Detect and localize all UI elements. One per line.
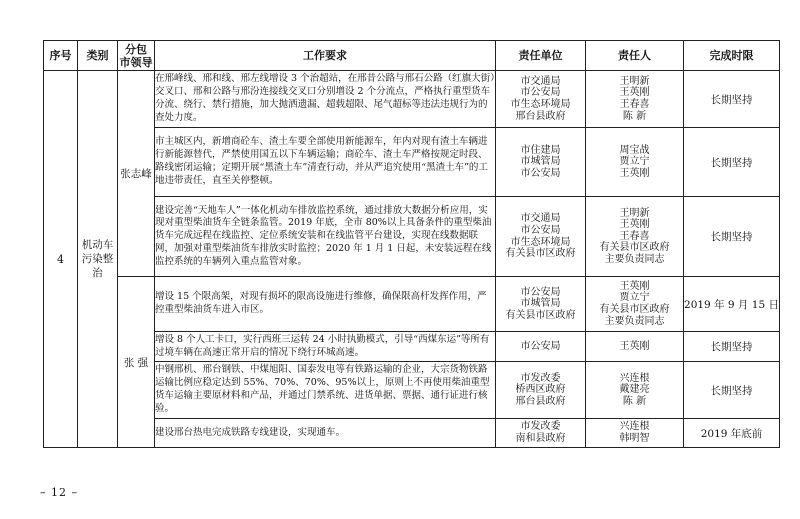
- person-cell: [586, 277, 684, 332]
- task-table: [43, 40, 780, 448]
- category-line2: 污染整: [81, 253, 114, 265]
- header-unit: 责任单位: [496, 41, 586, 71]
- seq-cell: 4: [44, 71, 78, 448]
- requirement-cell: 中钢邢机、邢台钢铁、中煤旭阳、国泰发电等有铁路运输的企业，大宗货物铁路运输比例应稳定达到 55%、70%、70%、95%以上，原则上不再使用柴油重型货车运输主要原材料和产品，并通过门禁系统、进货单据、票据、通行证进行核验。: [155, 362, 496, 419]
- unit-line: 市生态环境局: [510, 99, 571, 110]
- person-cell: [586, 332, 684, 362]
- requirement-cell: 市主城区内，新增商砼车、渣土车要全部使用新能源车，年内对现有渣土车辆进行新能源替代，严禁使用国五以下车辆运输；商砼车、渣土车严格按规定时段、路线密闭运输；定期开展“黑渣土车”清查行动，并从严追究使用“黑渣土车”的工地违带责任，直至关停整顿。: [155, 128, 496, 197]
- person-line: 贾立宁: [619, 292, 650, 304]
- deadline-cell: 2019 年底前: [684, 419, 780, 448]
- unit-line: 市生态环境局: [510, 236, 571, 248]
- deadline-cell: 长期坚持: [684, 332, 780, 362]
- header-leader-line2: 市领导: [119, 55, 153, 69]
- unit-line: 市发改委: [520, 372, 561, 384]
- header-requirement: 工作要求: [155, 41, 496, 71]
- person-line: 王春喜: [619, 230, 650, 242]
- unit-line: 市公安局: [520, 167, 561, 179]
- person-line: 王英刚: [619, 87, 650, 99]
- person-line: 王英刚: [619, 167, 650, 179]
- person-line: 陈 新: [622, 110, 647, 122]
- unit-line: 市城管局: [520, 156, 561, 168]
- table-row: [44, 277, 780, 332]
- person-line: 王英刚: [619, 340, 650, 352]
- unit-line: 市公安局: [520, 340, 561, 352]
- category-line3: 治: [92, 267, 103, 279]
- unit-line: 市住建局: [520, 144, 561, 156]
- person-line: 贾立宁: [619, 156, 650, 168]
- header-person: 责任人: [586, 41, 684, 71]
- unit-cell: [496, 332, 586, 362]
- header-seq: 序号: [44, 41, 78, 71]
- table-header-row: [44, 41, 780, 71]
- header-leader: [118, 41, 155, 71]
- table-row: [44, 332, 780, 362]
- person-line: 周宝战: [619, 144, 650, 156]
- person-line: 戴建亮: [619, 384, 650, 396]
- person-cell: [586, 71, 684, 128]
- deadline-cell: 长期坚持: [684, 197, 780, 277]
- table-row: [44, 362, 780, 419]
- person-cell: [586, 362, 684, 419]
- person-line: 王明新: [619, 207, 650, 219]
- page-number: – 12 –: [40, 486, 78, 499]
- unit-line: 市发改委: [520, 421, 561, 433]
- unit-cell: [496, 71, 586, 128]
- unit-cell: [496, 128, 586, 197]
- deadline-cell: 长期坚持: [684, 128, 780, 197]
- leader-cell: 张 强: [118, 277, 155, 448]
- header-deadline: 完成时限: [684, 41, 780, 71]
- requirement-cell: 增设 15 个限高架，对现有损坏的限高设施进行维修，确保限高杆发挥作用，严控重型柴油货车进入市区。: [155, 277, 496, 332]
- unit-line: 南和县政府: [515, 433, 566, 444]
- unit-line: 市公安局: [520, 87, 561, 99]
- deadline-cell: 长期坚持: [684, 362, 780, 419]
- person-line: 陈 新: [622, 395, 647, 407]
- person-line: 王春喜: [619, 99, 650, 110]
- unit-cell: [496, 197, 586, 277]
- unit-line: 有关县市区政府: [505, 248, 576, 260]
- unit-line: 市交通局: [520, 213, 561, 225]
- person-cell: [586, 128, 684, 197]
- unit-cell: [496, 362, 586, 419]
- person-line: 兴连根: [619, 372, 650, 384]
- person-line: 有关县市区政府: [599, 304, 670, 315]
- unit-line: 邢台县政府: [515, 110, 566, 122]
- unit-line: 市公安局: [520, 224, 561, 236]
- person-line: 王英刚: [619, 219, 650, 231]
- category-cell: [78, 71, 118, 448]
- requirement-cell: 增设 8 个人工卡口，实行西班三运转 24 小时执勤模式，引导“西煤东运”等所有过境车辆在高速正常开启的情况下绕行环城高速。: [155, 332, 496, 362]
- deadline-cell: 2019 年 9 月 15 日: [684, 277, 780, 332]
- person-line: 韩明智: [619, 433, 650, 444]
- table-row: [44, 419, 780, 448]
- header-leader-line1: 分包: [125, 42, 147, 56]
- person-line: 主要负责同志: [604, 315, 665, 327]
- unit-line: 市交通局: [520, 75, 561, 87]
- unit-cell: [496, 419, 586, 448]
- person-line: 兴连根: [619, 421, 650, 433]
- person-line: 有关县市区政府: [599, 242, 670, 254]
- requirement-cell: 在邢峰线、邢和线、邢左线增设 3 个治超站，在邢昔公路与邢石公路（红旗大街）交叉口、邢和公路与邢汾连接线交叉口分别增设 2 个分流点，严格执行重型货车分流、绕行、禁行措施，加大抛洒遗漏、超载超限、尾气超标等违法违规行为的查处力度。: [155, 71, 496, 128]
- table-row: [44, 128, 780, 197]
- category-line1: 机动车: [81, 239, 114, 251]
- unit-cell: [496, 277, 586, 332]
- unit-line: 有关县市区政府: [505, 309, 576, 321]
- leader-cell: 张志峰: [118, 71, 155, 277]
- unit-line: 市城管局: [520, 298, 561, 310]
- unit-line: 市公安局: [520, 286, 561, 298]
- header-category: 类别: [78, 41, 118, 71]
- person-cell: [586, 197, 684, 277]
- table-row: [44, 197, 780, 277]
- person-line: 主要负责同志: [604, 253, 665, 265]
- unit-line: 桥西区政府: [515, 384, 566, 396]
- requirement-cell: 建设邢台热电完成铁路专线建设，实现通车。: [155, 419, 496, 448]
- person-line: 王明新: [619, 75, 650, 87]
- person-cell: [586, 419, 684, 448]
- requirement-cell: 建设完善“天地车人”一体化机动车排放监控系统，通过排放大数据分析应用，实现对重型柴油货车全链条监管。2019 年底，全市 80%以上具备条件的重型柴油货车完成远程在线监控、定位系统安装和在线监管平台建设，实现在线数据联网，加强对重型柴油货车排放实时监控；2020 年 1 月 1 日起，未安装远程在线监控系统的车辆列入重点监管对象。: [155, 197, 496, 277]
- deadline-cell: 长期坚持: [684, 71, 780, 128]
- person-line: 王英刚: [619, 280, 650, 292]
- unit-line: 邢台县政府: [515, 395, 566, 407]
- table-row: [44, 71, 780, 128]
